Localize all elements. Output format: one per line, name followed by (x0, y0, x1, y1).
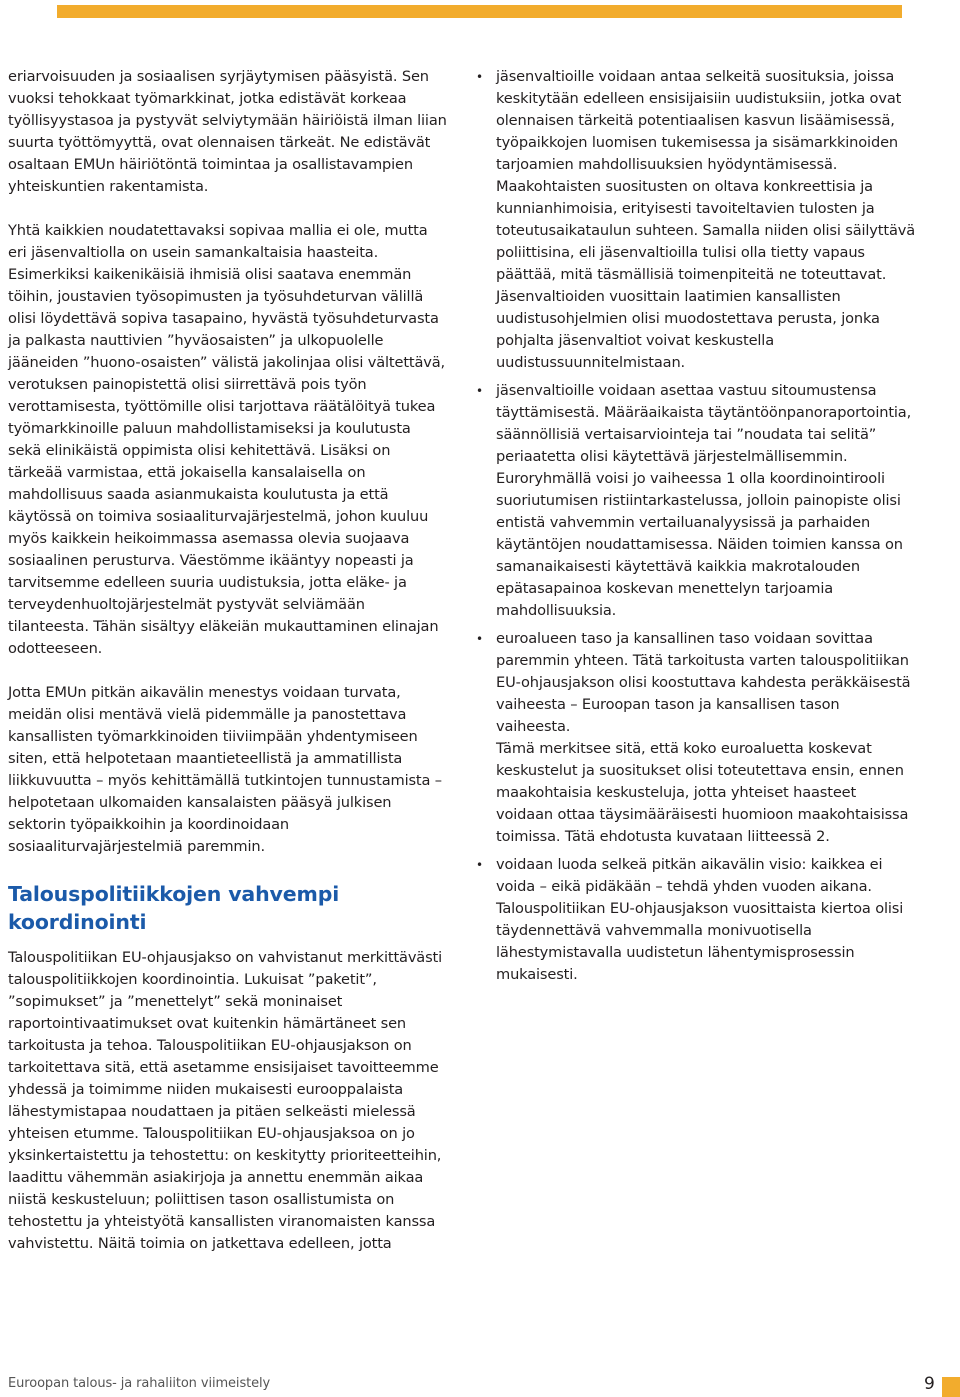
list-item-text: jäsenvaltioille voidaan antaa selkeitä suosituksia, joissa keskitytään edelleen ensisijaisiin uudistuksiin, jotka ovat olennaisen tärkeitä potentiaalisen kasvun lisäämisessä, työpaikkojen luomisen tukemisessa ja sisämarkkinoiden tarjoamien mahdollisuuksien hyödyntämisessä. Maakohtaisten suositusten on oltava konkreettisia ja kunnianhimoisia, erityisesti tavoiteltavien tulosten ja toteutusaikataulun suhteen. Samalla niiden olisi säilyttävä poliittisina, eli jäsenvaltioilla tulisi olla tietty vapaus päättää, mitä täsmällisiä toimenpiteitä ne toteuttavat. Jäsenvaltioiden vuosittain laatimien kansallisten uudistusohjelmien olisi muodostettava perusta, jonka pohjalta jäsenvaltiot voivat keskustella uudistussuunnitelmistaan. (496, 68, 916, 371)
bullet-icon: • (476, 70, 483, 84)
paragraph-2: Yhtä kaikkien noudatettavaksi sopivaa mallia ei ole, mutta eri jäsenvaltiolla on usein samankaltaisia haasteita. Esimerkiksi kaikenikäisiä ihmisiä olisi saatava enemmän töihin, joustavien työsopimusten ja työsuhdeturvan välillä olisi löydettävä sopiva tasapaino, hyvästä työsuhdeturvasta ja palkasta nauttivien ”hyväosaisten” ja ulkopuolelle jääneiden ”huono-osaisten” välistä jakolinjaa olisi vältettävä, verotuksen painopistettä olisi siirrettävä pois työn verottamisesta, työttömille olisi tarjottava räätälöityä tukea työmarkkinoille paluun mahdollistamiseksi ja koulutusta sekä elinikäistä oppimista olisi kehitettävä. Lisäksi on tärkeää varmistaa, että jokaisella kansalaisella on mahdollisuus saada asianmukaista koulutusta ja että käytössä on toimiva sosiaaliturvajärjestelmä, johon kuuluu myös kaikkein heikoimmassa asemassa olevia suojaava sosiaalinen perusturva. Väestömme ikääntyy nopeasti ja tarvitsemme edelleen suuria uudistuksia, jotta eläke- ja terveydenhuoltojärjestelmät pystyvät selviämään tilanteesta. Tähän sisältyy eläkeiän mukauttaminen elinajan odotteeseen. (8, 222, 446, 657)
footer-title: Euroopan talous- ja rahaliiton viimeistely (8, 1376, 271, 1391)
paragraph-1: eriarvoisuuden ja sosiaalisen syrjäytymisen pääsyistä. Sen vuoksi tehokkaat työmarkkinat, jotka edistävät korkeaa työllisyystasoa ja pystyvät selviytymään häiriöistä ilman liian suurta työttömyyttä, ovat olennaisen tärkeät. Ne edistävät osaltaan EMUn häiriötöntä toimintaa ja osallistavampien yhteiskuntien rakentamista. (8, 68, 447, 195)
section-heading: Talouspolitiikkojen vahvempi koordinointi (8, 882, 340, 934)
list-item (476, 66, 916, 374)
list-item (476, 854, 916, 986)
page-corner-mark (942, 1377, 960, 1397)
bullet-icon: • (476, 632, 483, 646)
left-column (8, 66, 448, 1255)
paragraph-3: Jotta EMUn pitkän aikavälin menestys voidaan turvata, meidän olisi mentävä vielä pidemmälle ja panostettava kansallisten työmarkkinoiden tiiviimpään yhdentymiseen siten, että helpotetaan maantieteellistä ja ammatillista liikkuvuutta – myös kehittämällä tutkintojen tunnustamista – helpotetaan ulkomaiden kansalaisten pääsyä julkisen sektorin työpaikkoihin ja koordinoidaan sosiaaliturvajärjestelmiä paremmin. (8, 684, 442, 855)
list-item-continuation: Tämä merkitsee sitä, että koko euroaluetta koskevat keskustelut ja suositukset olisi toteutettava ensin, ennen maakohtaisia keskusteluja, jotta yhteiset haasteet voidaan ottaa täysimääräisesti huomioon maakohtaisissa toimissa. Tätä ehdotusta kuvataan liitteessä 2. (496, 740, 909, 845)
bullet-icon: • (476, 384, 483, 398)
list-item-text: voidaan luoda selkeä pitkän aikavälin visio: kaikkea ei voida – eikä pidäkään – tehdä yhden vuoden aikana. Talouspolitiikan EU-ohjausjakson vuosittaista kiertoa olisi täydennettävä vahvemmalla monivuotisella lähestymistavalla uudistetun lähentymisprosessin mukaisesti. (496, 856, 904, 983)
right-column (476, 66, 916, 992)
page-number: 9 (924, 1374, 935, 1394)
list-item-text: euroalueen taso ja kansallinen taso voidaan sovittaa paremmin yhteen. Tätä tarkoitusta varten talouspolitiikan EU-ohjausjakson olisi koostuttava kahdesta peräkkäisestä vaiheesta – Euroopan tason ja kansallisen tason vaiheesta. (496, 630, 911, 735)
list-item (476, 380, 916, 622)
bullet-list (476, 66, 916, 986)
bullet-icon: • (476, 858, 483, 872)
top-accent-bar (57, 5, 902, 18)
list-item (476, 628, 916, 848)
list-item-text: jäsenvaltioille voidaan asettaa vastuu sitoumustensa täyttämisestä. Määräaikaista täytäntöönpanoraportointia, säännöllisiä vertaisarviointeja tai ”noudata tai selitä” periaatetta olisi käytettävä järjestelmällisemmin. Euroryhmällä voisi jo vaiheessa 1 olla koordinointirooli suoriutumisen ristiintarkastelussa, jolloin painopiste olisi entistä vahvemmin vertailuanalyysissä ja parhaiden käytäntöjen noudattamisessa. Näiden toimien kanssa on samanaikaisesti käytettävä kaikkia makrotalouden epätasapainoa koskevan menettelyn tarjoamia mahdollisuuksia. (496, 382, 912, 619)
paragraph-4: Talouspolitiikan EU-ohjausjakso on vahvistanut merkittävästi talouspolitiikkojen koordinointia. Lukuisat ”paketit”, ”sopimukset” ja ”menettelyt” sekä moninaiset raportointivaatimukset ovat kuitenkin hämärtäneet sen tarkoitusta ja tehoa. Talouspolitiikan EU-ohjausjakson on tarkoitettava sitä, että asetamme ensisijaiset tavoitteemme yhdessä ja toimimme niiden mukaisesti eurooppalaista lähestymistapaa noudattaen ja pitäen selkeästi mielessä yhteisen etumme. Talouspolitiikan EU-ohjausjaksoa on jo yksinkertaistettu ja tehostettu: on keskitytty prioriteetteihin, laadittu vähemmän asiakirjoja ja annettu enemmän aikaa niistä keskusteluun; poliittisen tason osallistumista on tehostettu ja yhteistyötä kansallisten viranomaisten kanssa vahvistettu. Näitä toimia on jatkettava edelleen, jotta (8, 949, 443, 1252)
